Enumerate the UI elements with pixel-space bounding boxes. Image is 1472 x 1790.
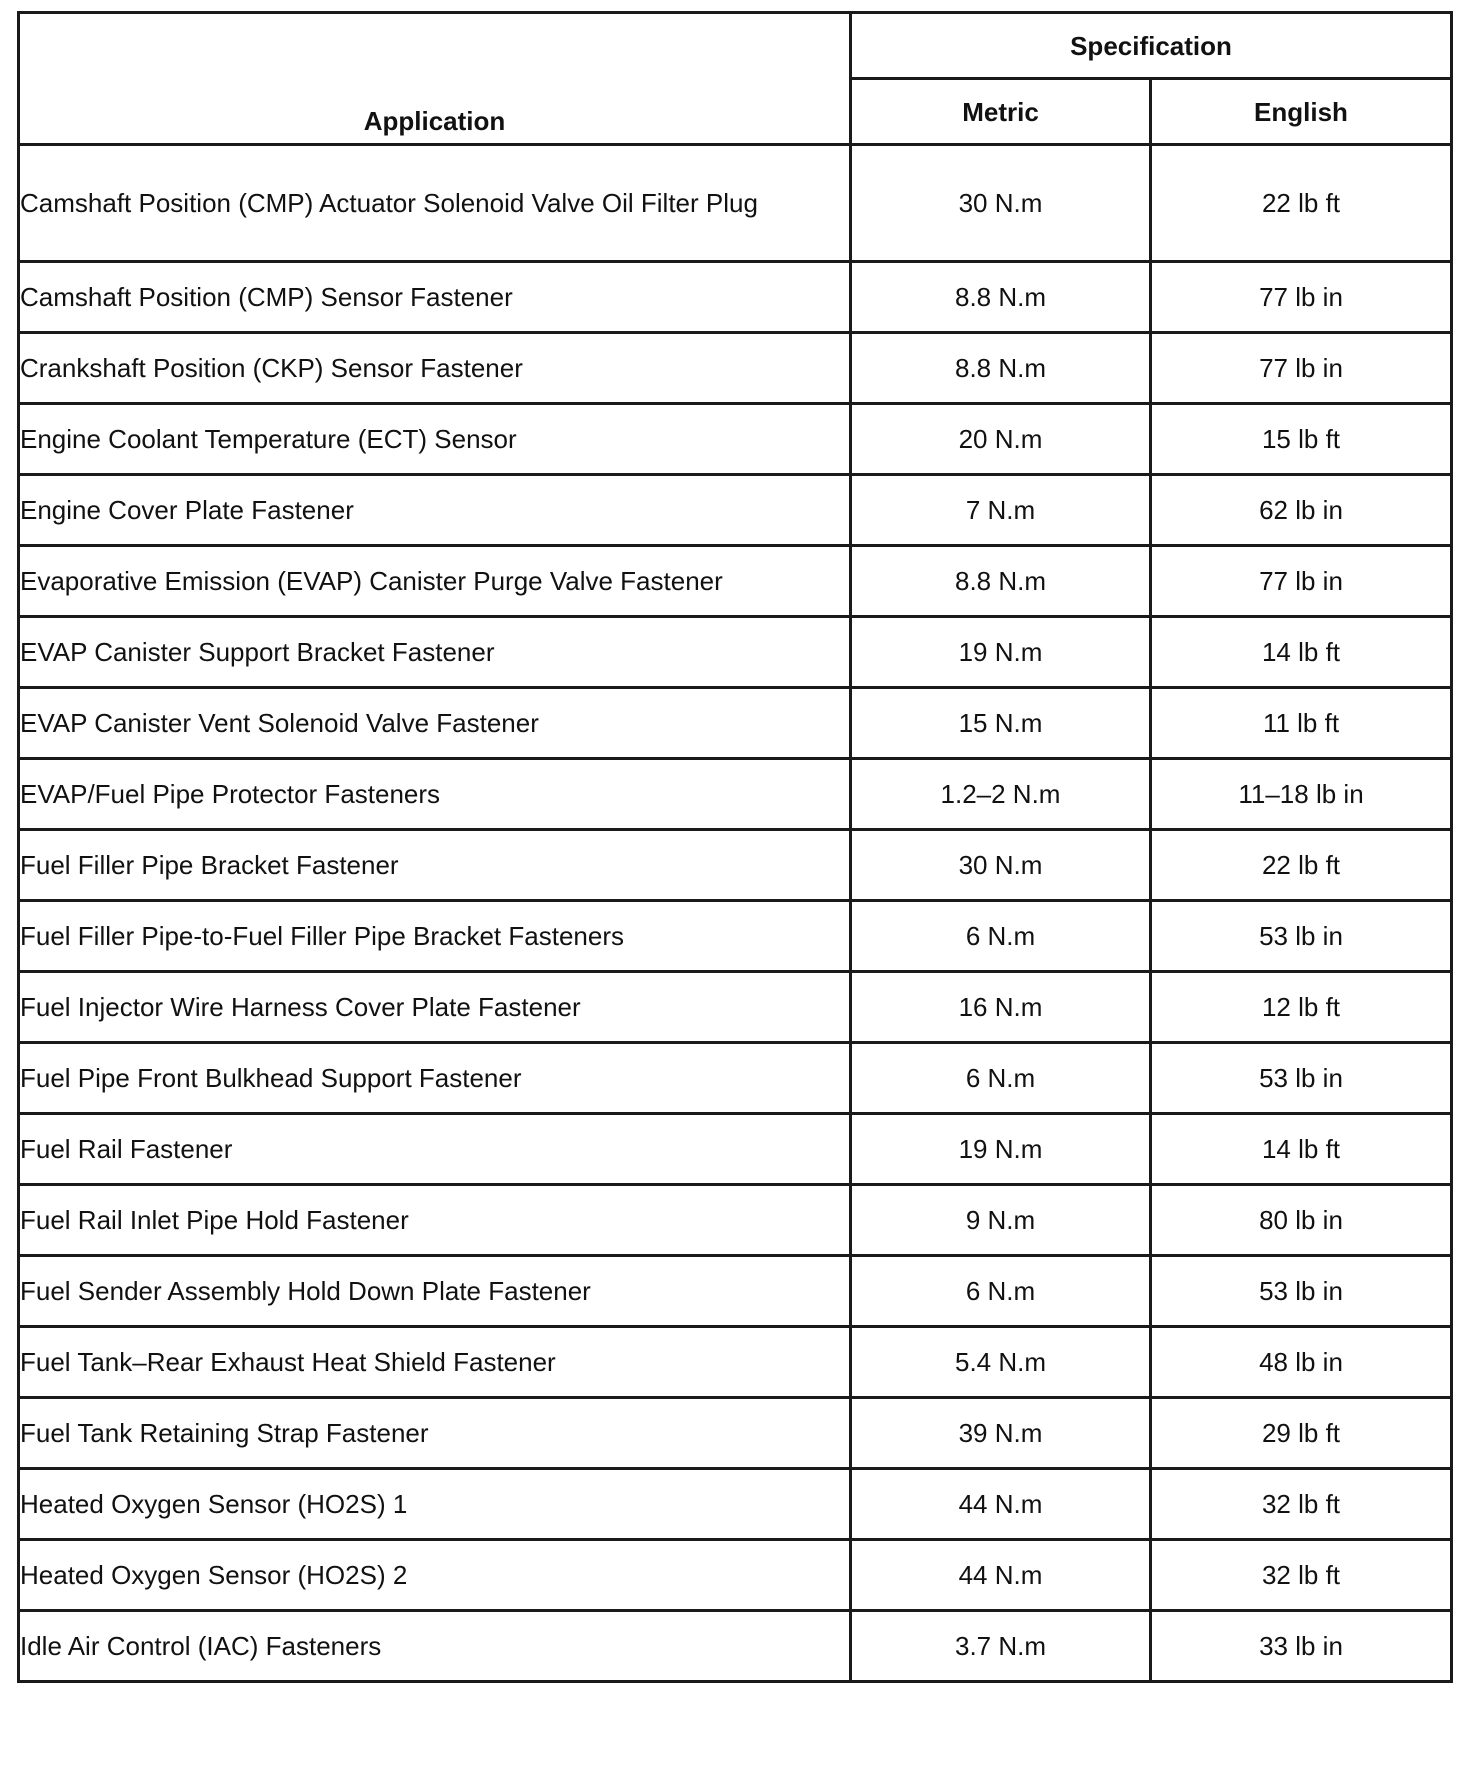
metric-cell: 30 N.m	[851, 830, 1151, 901]
english-cell: 11–18 lb in	[1151, 759, 1452, 830]
application-cell: Crankshaft Position (CKP) Sensor Fastener	[19, 333, 851, 404]
english-cell: 62 lb in	[1151, 475, 1452, 546]
metric-cell: 9 N.m	[851, 1185, 1151, 1256]
table-row	[19, 1611, 1452, 1682]
english-cell: 12 lb ft	[1151, 972, 1452, 1043]
table-row	[19, 404, 1452, 475]
application-cell: Heated Oxygen Sensor (HO2S) 2	[19, 1540, 851, 1611]
application-cell: Heated Oxygen Sensor (HO2S) 1	[19, 1469, 851, 1540]
metric-cell: 19 N.m	[851, 617, 1151, 688]
english-cell: 77 lb in	[1151, 546, 1452, 617]
application-cell: Camshaft Position (CMP) Actuator Solenoid Valve Oil Filter Plug	[19, 145, 851, 262]
application-cell: Engine Cover Plate Fastener	[19, 475, 851, 546]
table-row	[19, 546, 1452, 617]
metric-cell: 39 N.m	[851, 1398, 1151, 1469]
application-cell: EVAP Canister Vent Solenoid Valve Fastener	[19, 688, 851, 759]
english-cell: 53 lb in	[1151, 901, 1452, 972]
application-cell: Fuel Tank Retaining Strap Fastener	[19, 1398, 851, 1469]
metric-cell: 20 N.m	[851, 404, 1151, 475]
metric-cell: 44 N.m	[851, 1469, 1151, 1540]
table-row	[19, 262, 1452, 333]
table-row	[19, 145, 1452, 262]
table-row	[19, 901, 1452, 972]
torque-spec-table	[17, 11, 1453, 1683]
application-cell: Engine Coolant Temperature (ECT) Sensor	[19, 404, 851, 475]
application-cell: EVAP Canister Support Bracket Fastener	[19, 617, 851, 688]
english-header: English	[1151, 79, 1452, 145]
application-cell: Fuel Filler Pipe Bracket Fastener	[19, 830, 851, 901]
table-row	[19, 688, 1452, 759]
application-header: Application	[19, 13, 851, 145]
application-cell: Fuel Rail Fastener	[19, 1114, 851, 1185]
metric-cell: 7 N.m	[851, 475, 1151, 546]
table-row	[19, 1256, 1452, 1327]
english-cell: 77 lb in	[1151, 333, 1452, 404]
metric-cell: 8.8 N.m	[851, 546, 1151, 617]
metric-cell: 3.7 N.m	[851, 1611, 1151, 1682]
table-row	[19, 475, 1452, 546]
application-cell: Fuel Pipe Front Bulkhead Support Fastener	[19, 1043, 851, 1114]
metric-cell: 15 N.m	[851, 688, 1151, 759]
english-cell: 32 lb ft	[1151, 1469, 1452, 1540]
application-cell: Fuel Tank–Rear Exhaust Heat Shield Fastener	[19, 1327, 851, 1398]
metric-cell: 1.2–2 N.m	[851, 759, 1151, 830]
table-row	[19, 1043, 1452, 1114]
application-cell: Fuel Injector Wire Harness Cover Plate Fastener	[19, 972, 851, 1043]
metric-cell: 19 N.m	[851, 1114, 1151, 1185]
application-cell: Fuel Rail Inlet Pipe Hold Fastener	[19, 1185, 851, 1256]
table-body	[19, 145, 1452, 1682]
english-cell: 53 lb in	[1151, 1256, 1452, 1327]
table-row	[19, 1185, 1452, 1256]
metric-cell: 8.8 N.m	[851, 333, 1151, 404]
metric-cell: 44 N.m	[851, 1540, 1151, 1611]
table-row	[19, 1469, 1452, 1540]
table-row	[19, 759, 1452, 830]
application-cell: Fuel Filler Pipe-to-Fuel Filler Pipe Bracket Fasteners	[19, 901, 851, 972]
metric-header: Metric	[851, 79, 1151, 145]
table-row	[19, 617, 1452, 688]
english-cell: 32 lb ft	[1151, 1540, 1452, 1611]
specification-header: Specification	[851, 13, 1452, 79]
english-cell: 15 lb ft	[1151, 404, 1452, 475]
metric-cell: 8.8 N.m	[851, 262, 1151, 333]
metric-cell: 5.4 N.m	[851, 1327, 1151, 1398]
application-cell: Evaporative Emission (EVAP) Canister Purge Valve Fastener	[19, 546, 851, 617]
english-cell: 11 lb ft	[1151, 688, 1452, 759]
english-cell: 53 lb in	[1151, 1043, 1452, 1114]
table-row	[19, 972, 1452, 1043]
english-cell: 14 lb ft	[1151, 617, 1452, 688]
metric-cell: 6 N.m	[851, 901, 1151, 972]
metric-cell: 16 N.m	[851, 972, 1151, 1043]
english-cell: 77 lb in	[1151, 262, 1452, 333]
english-cell: 33 lb in	[1151, 1611, 1452, 1682]
table-row	[19, 830, 1452, 901]
table-row	[19, 1327, 1452, 1398]
application-cell: Fuel Sender Assembly Hold Down Plate Fastener	[19, 1256, 851, 1327]
table-row	[19, 1398, 1452, 1469]
table-row	[19, 1114, 1452, 1185]
application-cell: EVAP/Fuel Pipe Protector Fasteners	[19, 759, 851, 830]
table-row	[19, 333, 1452, 404]
table-row	[19, 1540, 1452, 1611]
english-cell: 80 lb in	[1151, 1185, 1452, 1256]
english-cell: 22 lb ft	[1151, 145, 1452, 262]
metric-cell: 6 N.m	[851, 1256, 1151, 1327]
english-cell: 22 lb ft	[1151, 830, 1452, 901]
english-cell: 14 lb ft	[1151, 1114, 1452, 1185]
application-cell: Idle Air Control (IAC) Fasteners	[19, 1611, 851, 1682]
metric-cell: 30 N.m	[851, 145, 1151, 262]
english-cell: 48 lb in	[1151, 1327, 1452, 1398]
application-cell: Camshaft Position (CMP) Sensor Fastener	[19, 262, 851, 333]
english-cell: 29 lb ft	[1151, 1398, 1452, 1469]
metric-cell: 6 N.m	[851, 1043, 1151, 1114]
